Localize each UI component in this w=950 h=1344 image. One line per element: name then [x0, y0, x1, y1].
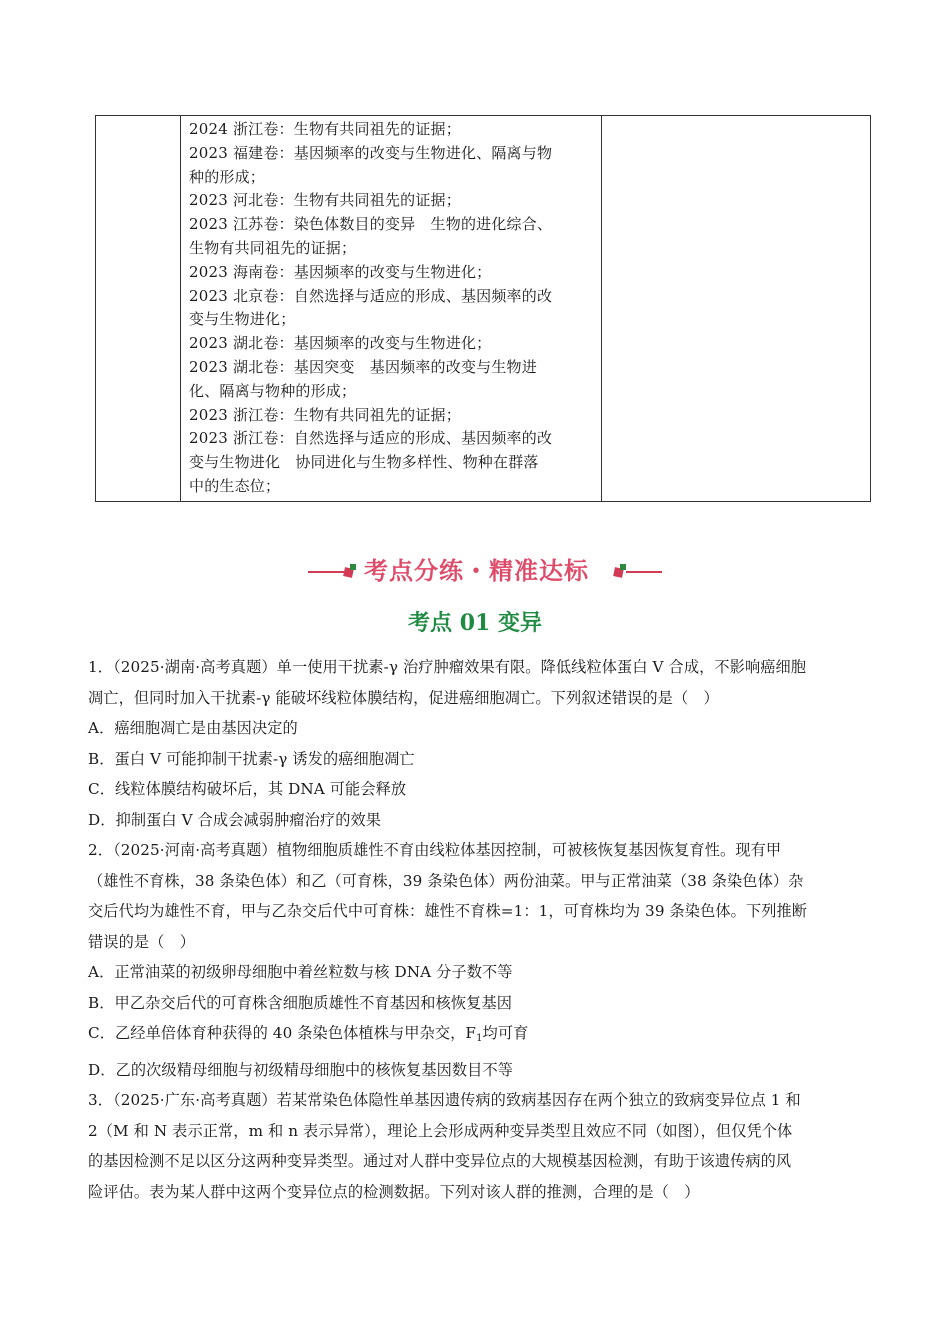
- exam-reference-line: 变与生物进化 协同进化与生物多样性、物种在群落: [189, 453, 539, 472]
- banner-title: 考点分练・精准达标: [364, 557, 589, 585]
- exam-reference-line: 2023 海南卷：基因频率的改变与生物进化；: [189, 262, 492, 281]
- option-b: B．蛋白 V 可能抑制干扰素-γ 诱发的癌细胞凋亡: [88, 749, 415, 768]
- subscript: 1: [476, 1033, 483, 1044]
- option-c: [88, 1018, 864, 1055]
- exam-reference-line: 2023 湖北卷：基因突变 基因频率的改变与生物进: [189, 357, 537, 376]
- option-c-suffix: 均可育: [482, 1024, 529, 1042]
- question-stem-line: 2．（2025·河南·高考真题）植物细胞质雄性不育由线粒体基因控制，可被核恢复基因恢复育性。现有甲: [88, 841, 782, 859]
- question-1: [88, 652, 864, 835]
- option-d: D．抑制蛋白 V 合成会减弱肿瘤治疗的效果: [88, 810, 382, 829]
- question-stem-line: 1．（2025·湖南·高考真题）单一使用干扰素-γ 治疗肿瘤效果有限。降低线粒体蛋白 V 合成，不影响癌细胞: [88, 658, 807, 676]
- table-cell-empty-right: [602, 116, 871, 502]
- question-stem-line: 交后代均为雄性不育，甲与乙杂交后代中可育株：雄性不育株=1：1，可育株均为 39 条染色体。下列推断: [88, 902, 808, 920]
- option-a: A．正常油菜的初级卵母细胞中着丝粒数与核 DNA 分子数不等: [88, 963, 513, 981]
- question-stem-line: （雄性不育株，38 条染色体）和乙（可育株，39 条染色体）两份油菜。甲与正常油菜（38 条染色体）杂: [88, 871, 804, 890]
- exam-reference-line: 2023 湖北卷：基因频率的改变与生物进化；: [189, 334, 492, 353]
- question-stem-line: 的基因检测不足以区分这两种变异类型。通过对人群中变异位点的大规模基因检测，有助于该遗传病的风: [88, 1152, 792, 1170]
- exam-reference-line: 变与生物进化；: [189, 310, 296, 329]
- banner-leaf-right-icon: [620, 564, 626, 570]
- reference-table: [95, 115, 871, 502]
- question-stem-line: 凋亡，但同时加入干扰素-γ 能破坏线粒体膜结构，促进癌细胞凋亡。下列叙述错误的是（ ）: [88, 688, 719, 707]
- exam-reference-line: 2023 北京卷：自然选择与适应的形成、基因频率的改: [189, 286, 553, 305]
- question-3: [88, 1085, 864, 1207]
- table-cell-empty-left: [96, 116, 181, 502]
- question-stem-line: 错误的是（ ）: [88, 932, 196, 951]
- exam-reference-line: 2023 福建卷：基因频率的改变与生物进化、隔离与物: [189, 143, 553, 162]
- exam-reference-line: 2023 浙江卷：生物有共同祖先的证据；: [189, 405, 461, 424]
- exam-reference-line: 2023 河北卷：生物有共同祖先的证据；: [189, 191, 461, 210]
- section-title: 考点 01 变异: [408, 610, 542, 636]
- option-b: B．甲乙杂交后代的可育株含细胞质雄性不育基因和核恢复基因: [88, 993, 513, 1012]
- option-d: D．乙的次级精母细胞与初级精母细胞中的核恢复基因数目不等: [88, 1060, 514, 1079]
- option-c: C．线粒体膜结构破坏后，其 DNA 可能会释放: [88, 780, 407, 798]
- question-stem-line: 险评估。表为某人群中这两个变异位点的检测数据。下列对该人群的推测，合理的是（ ）: [88, 1182, 700, 1201]
- banner-rule-left: [308, 571, 344, 573]
- option-a: A．癌细胞凋亡是由基因决定的: [88, 719, 298, 737]
- exam-reference-line: 2024 浙江卷：生物有共同祖先的证据；: [189, 120, 461, 138]
- question-stem-line: 2（M 和 N 表示正常，m 和 n 表示异常），理论上会形成两种变异类型且效应不同（如图），但仅凭个体: [88, 1121, 793, 1140]
- exam-reference-line: 化、隔离与物种的形成；: [189, 381, 357, 400]
- exam-reference-line: 2023 江苏卷：染色体数目的变异 生物的进化综合、: [189, 215, 553, 234]
- table-row: [96, 116, 871, 502]
- question-stem-line: 3．（2025·广东·高考真题）若某常染色体隐性单基因遗传病的致病基因存在两个独立的致病变异位点 1 和: [88, 1091, 801, 1109]
- option-c-text: C．乙经单倍体育种获得的 40 条染色体植株与甲杂交，F: [88, 1024, 477, 1042]
- question-list: [88, 652, 864, 1207]
- exam-reference-line: 生物有共同祖先的证据；: [189, 238, 357, 257]
- section-banner: [300, 549, 670, 589]
- exam-reference-line: 2023 浙江卷：自然选择与适应的形成、基因频率的改: [189, 429, 553, 448]
- question-2: [88, 835, 864, 1085]
- table-cell-exam-list: [181, 116, 602, 502]
- banner-rule-right: [626, 571, 662, 573]
- exam-reference-line: 中的生态位；: [189, 476, 281, 495]
- exam-reference-line: 种的形成；: [189, 167, 266, 186]
- reference-table-section: [95, 115, 855, 502]
- banner-leaf-left-icon: [350, 564, 356, 570]
